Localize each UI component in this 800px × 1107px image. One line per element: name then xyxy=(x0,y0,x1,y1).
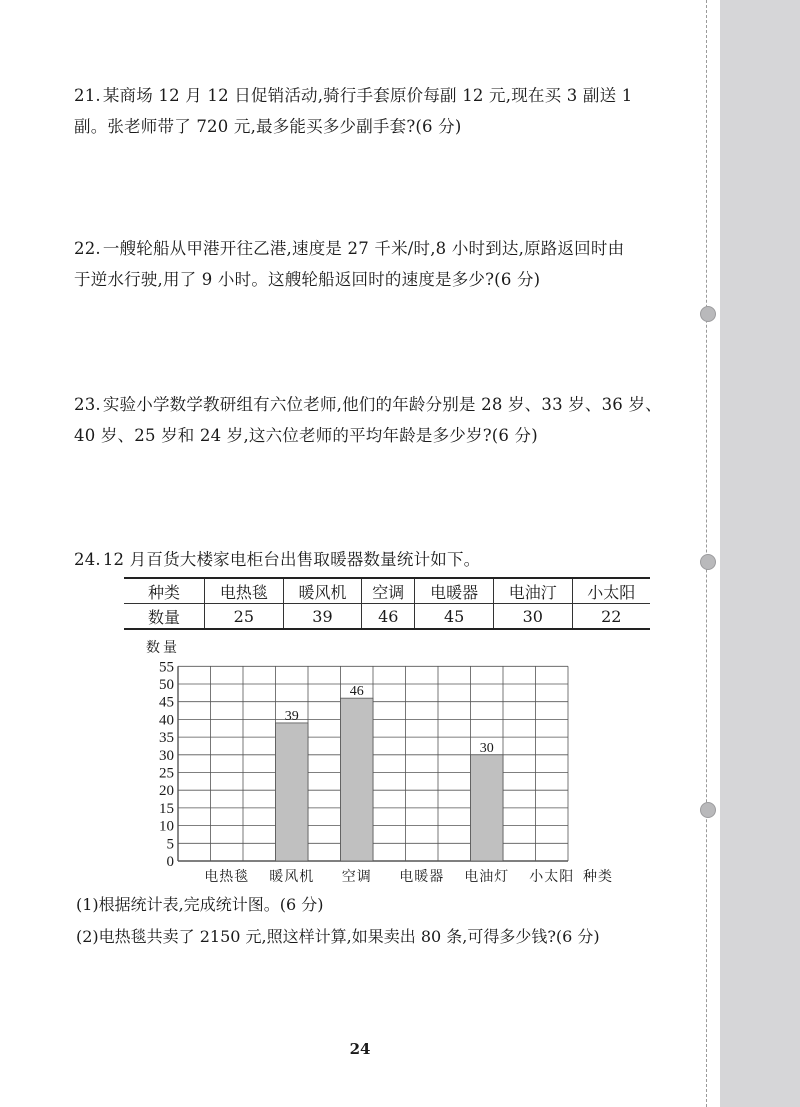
question-23 xyxy=(74,389,694,451)
bar xyxy=(276,723,309,861)
binding-hole xyxy=(700,306,716,322)
y-tick-label: 55 xyxy=(159,659,174,676)
question-21 xyxy=(74,80,694,142)
table-category-cell: 小太阳 xyxy=(572,578,650,604)
bar-chart xyxy=(130,633,640,885)
page-margin-sidebar xyxy=(720,0,800,1107)
table-value-cell: 45 xyxy=(415,604,494,630)
y-tick-label: 40 xyxy=(159,712,174,729)
table-header-label: 种类 xyxy=(124,578,205,604)
question-text-line: 12 月百货大楼家电柜台出售取暖器数量统计如下。 xyxy=(102,550,481,569)
table-value-cell: 39 xyxy=(283,604,362,630)
y-tick-label: 30 xyxy=(159,747,174,764)
y-tick-label: 15 xyxy=(159,800,174,817)
x-category-label: 电热毯 xyxy=(204,869,250,885)
y-tick-label: 35 xyxy=(159,730,174,747)
y-tick-label: 50 xyxy=(159,677,174,693)
subquestion-1: (1)根据统计表,完成统计图。(6 分) xyxy=(76,895,324,914)
bar-data-label: 46 xyxy=(349,684,364,700)
table-value-cell: 46 xyxy=(362,604,415,630)
page-number: 24 xyxy=(349,1040,371,1058)
x-category-label: 小太阳 xyxy=(529,869,575,885)
binding-hole xyxy=(700,802,716,818)
question-number: 22. xyxy=(74,239,101,258)
table-row-label: 数量 xyxy=(124,604,205,630)
y-tick-label: 45 xyxy=(159,694,174,711)
bar-data-label: 39 xyxy=(284,708,299,724)
question-number: 21. xyxy=(74,86,101,105)
bar xyxy=(471,755,504,861)
question-text-line: 某商场 12 月 12 日促销活动,骑行手套原价每副 12 元,现在买 3 副送 1 xyxy=(102,86,633,105)
binding-hole xyxy=(700,554,716,570)
y-tick-label: 0 xyxy=(166,854,174,870)
table-header-row xyxy=(124,578,650,604)
statistics-table xyxy=(124,577,650,630)
bar xyxy=(341,698,374,861)
x-category-label: 电油灯 xyxy=(464,869,510,885)
y-axis-label: 数量 xyxy=(146,640,180,656)
table-value-row xyxy=(124,604,650,630)
question-22 xyxy=(74,233,694,295)
y-tick-label: 10 xyxy=(159,818,174,835)
question-number: 23. xyxy=(74,395,101,414)
x-category-label: 空调 xyxy=(341,869,372,885)
x-axis-label: 种类 xyxy=(583,869,613,885)
y-tick-label: 25 xyxy=(159,765,174,782)
y-tick-label: 20 xyxy=(159,783,174,800)
table-value-cell: 22 xyxy=(572,604,650,630)
question-text-line: 实验小学数学教研组有六位老师,他们的年龄分别是 28 岁、33 岁、36 岁、 xyxy=(102,395,662,414)
table-value-cell: 30 xyxy=(493,604,572,630)
y-tick-label: 5 xyxy=(166,836,174,853)
question-text-line: 于逆水行驶,用了 9 小时。这艘轮船返回时的速度是多少?(6 分) xyxy=(74,270,541,289)
subquestion-2: (2)电热毯共卖了 2150 元,照这样计算,如果卖出 80 条,可得多少钱?(6 分) xyxy=(76,927,600,946)
table-category-cell: 电热毯 xyxy=(205,578,284,604)
table-category-cell: 空调 xyxy=(362,578,415,604)
x-category-label: 暖风机 xyxy=(269,869,315,885)
table-category-cell: 电油汀 xyxy=(493,578,572,604)
x-category-label: 电暖器 xyxy=(399,869,445,885)
question-text-line: 副。张老师带了 720 元,最多能买多少副手套?(6 分) xyxy=(74,117,462,136)
question-24 xyxy=(74,544,694,575)
question-text-line: 一艘轮船从甲港开往乙港,速度是 27 千米/时,8 小时到达,原路返回时由 xyxy=(102,239,625,258)
table-value-cell: 25 xyxy=(205,604,284,630)
question-text-line: 40 岁、25 岁和 24 岁,这六位老师的平均年龄是多少岁?(6 分) xyxy=(74,426,538,445)
table-category-cell: 电暖器 xyxy=(415,578,494,604)
bar-data-label: 30 xyxy=(479,740,494,756)
table-category-cell: 暖风机 xyxy=(283,578,362,604)
question-number: 24. xyxy=(74,550,101,569)
